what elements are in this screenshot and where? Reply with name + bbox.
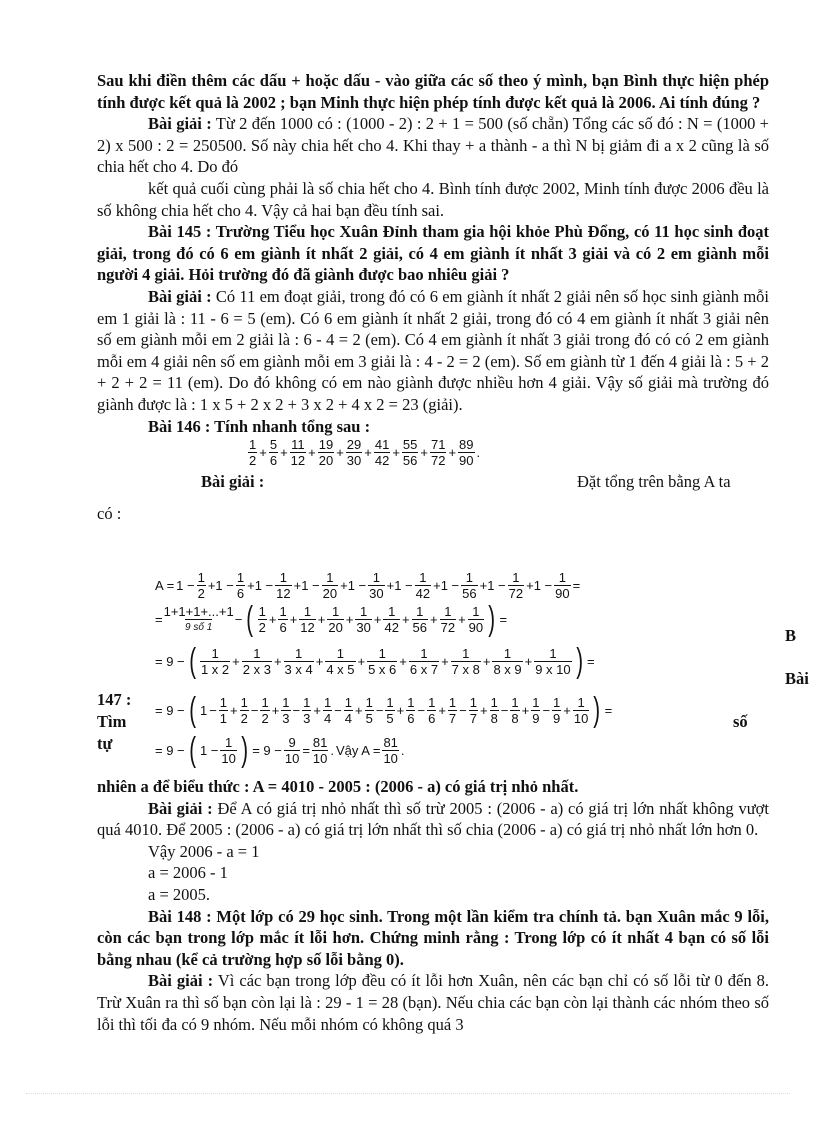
ones-sum-count: 9 số 1 [185,619,212,635]
operator: = 9 − [155,653,185,669]
operator: + [355,702,363,718]
fraction-numerator: 29 [346,437,362,453]
operator: + [438,702,446,718]
fraction-numerator: 89 [459,437,474,453]
fraction-denominator: 12 [300,619,315,635]
fraction [415,570,431,601]
document-page [97,70,769,525]
side-tu: tự [97,734,113,753]
fraction-denominator: 72 [430,453,446,469]
operator: − [234,611,243,627]
operator: = [302,742,310,758]
co-text: có : [97,504,122,524]
sum-tail-text: Đặt tổng trên bằng A ta [577,472,731,492]
fraction [383,604,399,635]
operator: + [271,702,280,718]
fraction-denominator: 7 [469,710,477,726]
fraction [469,695,478,726]
fraction-numerator: 1 [553,694,561,710]
fraction-numerator: 1 [331,603,340,619]
fraction-denominator: 42 [374,453,390,469]
fraction [430,437,446,468]
fraction-denominator: 4 [323,710,332,726]
fraction-denominator: 1 x 2 [200,661,230,677]
problem-146-text: Bài 146 : Tính nhanh tổng sau : [148,416,371,436]
operator: . [400,742,405,758]
fraction-denominator: 10 [573,710,589,726]
fraction [355,604,371,635]
operator: − [500,702,509,718]
fraction [552,695,561,726]
fraction-numerator: 1 [372,570,380,585]
parenthesis: ) [241,731,248,769]
fraction-denominator: 8 [511,710,519,726]
operator: +1 − [526,578,553,593]
fraction-numerator: 1 [386,694,394,710]
fraction [322,570,338,601]
fraction-numerator: 1 [532,694,540,710]
fraction-numerator: 71 [430,437,446,453]
fraction-denominator: 8 [490,710,498,726]
fraction-denominator: 20 [328,619,343,635]
fraction-numerator: 1 [558,570,566,585]
fraction-denominator: 7 x 8 [451,661,480,677]
operator: + [273,653,282,669]
fraction-denominator: 72 [440,619,456,635]
fraction-denominator: 30 [356,619,371,635]
side-bai: Bài [785,669,809,688]
fraction-numerator: 5 [269,437,278,453]
parenthesis: ( [188,691,196,729]
fraction-denominator: 5 [365,710,373,726]
fraction-numerator: 1 [512,570,520,585]
solution-144-part1: Bài giải : Từ 2 đến 1000 có : (1000 - 2) : 2 + 1 = 500 (số chẵn) Tổng các số đó : N = (1000 + 2) x 500 : 2 = 250500. Số này chia hết cho 4. Khi thay + a thành - a thì N bị giảm đi a x 2 cũng là số chia hết cho 4. Do đó [97,114,769,177]
fraction-denominator: 20 [322,586,338,601]
operator: − [542,702,551,718]
fraction [531,695,540,726]
fraction [236,570,245,601]
fraction [554,570,570,601]
fraction-denominator: 3 [303,710,311,726]
fraction [220,735,236,766]
fraction-denominator: 42 [415,586,431,601]
fraction-denominator: 6 [407,710,415,726]
fraction-numerator: 1 [428,694,436,710]
derivation-row-2 [154,602,508,636]
side-tim: Tìm [97,712,127,731]
operator: + [399,653,407,669]
fraction-denominator: 12 [276,586,291,601]
fraction-numerator: 1 [240,694,248,710]
fraction-numerator: 1 [326,570,334,585]
parenthesis: ( [246,600,254,638]
fraction [284,735,300,766]
fraction-numerator: 81 [383,734,398,750]
fraction [344,695,353,726]
fraction [281,695,290,726]
fraction-denominator: 3 x 4 [284,661,313,677]
operator: = 9 − [155,702,185,718]
fraction-numerator: 1 [225,734,233,750]
fraction-numerator: 1 [197,570,205,585]
fraction [458,437,474,468]
fraction-denominator: 6 [236,586,245,601]
sum-expression-row [97,437,769,503]
fraction [406,695,415,726]
operator: + [524,653,533,669]
fraction [385,695,394,726]
solution-144-part2: kết quả cuối cùng phải là số chia hết cho 4. Bình tính được 2002, Minh tính được 2006 đều là số không chia hết cho 4. Vậy cả hai bạn đều tính sai. [97,178,769,220]
operator: + [373,611,382,627]
derivation-row-5 [154,733,406,767]
fraction-numerator: 1 [416,603,424,619]
fraction-denominator: 5 [386,710,394,726]
operator: − [209,702,217,718]
operator: + [430,611,438,627]
fraction-numerator: 1 [261,694,269,710]
operator: + [345,611,354,627]
problem-147-text: nhiên a để biểu thức : A = 4010 - 2005 : (2006 - a) có giá trị nhỏ nhất. [97,777,579,796]
operator: +1 − [340,578,367,593]
fraction-numerator: 1 [577,694,585,710]
fraction [427,695,436,726]
fraction-denominator: 9 [532,710,540,726]
fraction [510,695,519,726]
parenthesis: ( [188,642,196,680]
operator: + [268,611,277,627]
side-so: số [733,712,748,731]
fraction-numerator: 1 [253,645,261,661]
operator: + [458,611,466,627]
fraction-denominator: 5 x 6 [368,661,397,677]
operator: + [357,653,366,669]
operator: +1 − [247,578,274,593]
operator: + [563,702,571,718]
fraction-denominator: 90 [459,453,474,469]
operator: + [482,653,491,669]
fraction-numerator: 1 [549,645,557,661]
operator: + [315,653,324,669]
operator: +1 − [207,578,234,593]
fraction-numerator: 1 [503,645,512,661]
fraction-denominator: 56 [462,586,477,601]
operator: + [392,444,400,460]
operator: = 9 − [252,742,282,758]
side-147: 147 : [97,690,132,709]
fraction-denominator: 56 [402,453,418,469]
solution-147: Bài giải : Để A có giá trị nhỏ nhất thì số trừ 2005 : (2006 - a) có giá trị lớn nhất không vượt quá 4010. Để 2005 : (2006 - a) có giá trị lớn nhất thì số chia (2006 - a) có giá trị nhỏ nhất lớn hơn 0. [97,798,769,840]
fraction-numerator: 1 [258,603,266,619]
fraction-numerator: 1 [219,694,228,710]
parenthesis: ) [488,600,496,638]
fraction [573,695,589,726]
fraction [242,646,272,677]
fraction [275,570,291,601]
fraction-numerator: 1 [462,645,470,661]
operator: . [330,742,334,758]
operator: = [572,578,581,593]
fraction [412,604,428,635]
fraction-numerator: 1 [295,645,303,661]
operator: 1 − [176,578,195,593]
document-page-lower [97,776,769,1035]
fraction [448,695,457,726]
fraction [534,646,571,677]
fraction-denominator: 10 [312,750,328,766]
fraction-numerator: 11 [291,437,305,453]
operator: + [308,444,316,460]
operator: +1 − [386,578,413,593]
fraction-numerator: 19 [318,437,334,453]
operator: = [499,611,508,627]
fraction [278,604,287,635]
fraction-numerator: 1 [303,603,312,619]
derivation-row-3 [154,644,596,678]
fraction [367,646,397,677]
fraction [323,695,332,726]
operator: − [417,702,426,718]
fraction-denominator: 9 x 10 [535,661,571,677]
page-bottom-rule [26,1093,790,1094]
fraction [284,646,314,677]
operator: = 9 − [155,742,185,758]
fraction [312,735,328,766]
fraction-denominator: 8 x 9 [493,661,522,677]
fraction [299,604,315,635]
fraction-denominator: 42 [384,619,399,635]
fraction [402,437,418,468]
fraction-denominator: 72 [508,586,524,601]
fraction-numerator: 1 [444,603,452,619]
operator: Vậy A = [336,742,381,758]
sum-expression [247,437,481,468]
fraction [327,604,343,635]
fraction [508,570,524,601]
problem-148-text: Bài 148 : Một lớp có 29 học sinh. Trong một lần kiểm tra chính tả. bạn Xuân mắc 9 lỗi, còn các bạn trong lớp mắc ít lỗi hơn. Chứng minh rằng : Trong lớp có ít nhất 4 bạn có số lỗi bằng nhau (kể cả trường hợp số lỗi bằng 0). [97,906,769,969]
fraction-denominator: 10 [221,750,236,766]
fraction-numerator: 1 [388,603,396,619]
fraction-denominator: 90 [468,619,484,635]
operator: + [289,611,298,627]
fraction [368,570,384,601]
fraction-denominator: 6 [269,453,278,469]
operator: = [155,611,163,627]
ones-sum [164,604,234,635]
fraction-denominator: 56 [412,619,428,635]
fraction [490,695,499,726]
fraction [197,570,206,601]
fraction-denominator: 4 [344,710,352,726]
fraction-numerator: 1 [469,694,477,710]
fraction-numerator: 1 [249,437,257,453]
fraction-denominator: 3 [282,710,290,726]
fraction [374,437,390,468]
fraction [468,604,484,635]
fraction-numerator: 1 [419,570,427,585]
solution-145: Bài giải : Có 11 em đoạt giải, trong đó có 6 em giành ít nhất 2 giải nên số học sinh giành mỗi em 1 giải là : 11 - 6 = 5 (em). Có 6 em giành ít nhất 2 giải, trong đó có 4 em giành ít nhất 3 giải nên số em giành mỗi em 2 giải là : 6 - 4 = 2 (em). Có 4 em giành ít nhất 3 giải trong đó có có 2 em giành mỗi em 4 giải nên số em giành mỗi em 3 giải là : 4 - 2 = 2 (em). Số em giành từ 1 đến 4 giải là : 5 + 2 + 2 + 2 = 11 (em). Do đó không có em nào giành được nhiều hơn 4 giải. Vậy số giải mà trường đó giành được là : 1 x 5 + 2 x 2 + 3 x 2 + 4 x 2 = 23 (giải). [97,286,769,414]
fraction [365,695,374,726]
fraction-numerator: 1 [511,694,519,710]
fraction [200,646,230,677]
fraction-denominator: 30 [346,453,362,469]
step-line-3: a = 2005. [148,884,211,904]
fraction-numerator: 1 [344,694,352,710]
fraction-numerator: 1 [323,694,332,710]
fraction-denominator: 20 [318,453,334,469]
side-letter-b: B [785,626,797,645]
fraction-denominator: 30 [369,586,384,601]
operator: − [375,702,384,718]
fraction [440,604,456,635]
fraction-denominator: 4 x 5 [326,661,355,677]
operator: + [479,702,488,718]
problem-144-text: Sau khi điền thêm các dấu + hoặc dấu - vào giữa các số theo ý mình, bạn Bình thực hiện phép tính được kết quả là 2002 ; bạn Minh thực hiện phép tính được kết quả là 2006. Ai tính đúng ? [97,71,769,112]
fraction-denominator: 90 [555,586,570,601]
operator: + [259,444,267,460]
operator: . [476,444,481,460]
fraction [248,437,257,468]
fraction [269,437,278,468]
fraction-denominator: 12 [290,453,306,469]
operator: 1 − [199,742,219,758]
fraction [258,604,267,635]
fraction-numerator: 1 [448,694,457,710]
fraction-denominator: 10 [383,750,398,766]
operator: +1 − [293,578,320,593]
operator: = [586,653,595,669]
fraction-denominator: 6 [428,710,436,726]
operator: = [604,702,613,718]
fraction-numerator: 41 [374,437,390,453]
derivation-row-4 [154,693,613,727]
operator: A = [155,578,175,593]
fraction-denominator: 9 [553,710,561,726]
fraction [302,695,311,726]
operator: + [317,611,326,627]
fraction-denominator: 2 [258,619,266,635]
problem-145-text: Bài 145 : Trường Tiểu học Xuân Đỉnh tham gia hội khỏe Phù Đổng, có 11 học sinh đoạt giải, trong đó có 6 em giành ít nhất 2 giải, có 4 em giành ít nhất 3 giải và có 2 em giành mỗi người 4 giải. Hỏi trường đó đã giành được bao nhiêu giải ? [97,222,769,285]
fraction [451,646,481,677]
fraction-denominator: 2 [261,710,269,726]
fraction-denominator: 2 [240,710,248,726]
operator: − [334,702,342,718]
fraction [240,695,249,726]
fraction-numerator: 1 [365,694,373,710]
fraction [219,695,228,726]
step-line-1: Vậy 2006 - a = 1 [148,841,260,861]
fraction [318,437,334,468]
operator: + [441,653,449,669]
step-line-2: a = 2006 - 1 [148,863,228,883]
ones-sum-top: 1+1+1+...+1 [163,603,234,619]
operator: 1 [199,702,208,718]
operator: − [250,702,259,718]
operator: +1 − [433,578,460,593]
fraction-numerator: 1 [236,570,245,585]
solution-label: Bài giải : [148,114,212,134]
fraction-numerator: 1 [490,694,498,710]
fraction-numerator: 1 [211,645,219,661]
fraction-numerator: 1 [279,603,287,619]
fraction [290,437,306,468]
fraction [461,570,477,601]
operator: + [420,444,428,460]
fraction-denominator: 10 [284,750,300,766]
fraction-denominator: 6 [279,619,287,635]
operator: +1 − [479,578,506,593]
fraction-numerator: 81 [312,734,328,750]
parenthesis: ) [575,642,583,680]
fraction-numerator: 1 [336,645,345,661]
parenthesis: ) [593,691,601,729]
operator: + [336,444,344,460]
fraction-numerator: 1 [420,645,428,661]
operator: − [292,702,301,718]
fraction-numerator: 1 [282,694,290,710]
fraction-numerator: 9 [288,734,296,750]
fraction-numerator: 1 [407,694,415,710]
fraction-denominator: 2 x 3 [242,661,271,677]
fraction-denominator: 2 [197,586,205,601]
operator: + [364,444,372,460]
fraction-denominator: 7 [448,710,457,726]
operator: + [521,702,530,718]
operator: + [448,444,457,460]
solution-148: Bài giải : Vì các bạn trong lớp đều có ít lỗi hơn Xuân, nên các bạn chỉ có số lỗi từ 0 đến 8. Trừ Xuân ra thì số bạn còn lại là : 29 - 1 = 28 (bạn). Nếu chia các bạn còn lại thành các nhóm theo số lỗi thì tối đa có 9 nhóm. Nếu mỗi nhóm có không quá 3 [97,971,769,1034]
fraction-numerator: 1 [279,570,287,585]
derivation-row-1 [154,570,581,601]
fraction-denominator: 6 x 7 [409,661,439,677]
operator: + [280,444,288,460]
fraction [260,695,269,726]
fraction-denominator: 1 [219,710,228,726]
solution-label: Bài giải : [201,472,265,492]
operator: + [396,702,405,718]
operator: + [401,611,410,627]
fraction [325,646,355,677]
fraction-numerator: 1 [303,694,311,710]
fraction [346,437,362,468]
operator: + [230,702,238,718]
fraction [409,646,439,677]
operator: + [313,702,321,718]
fraction-numerator: 1 [472,603,480,619]
operator: + [232,653,240,669]
fraction [492,646,522,677]
fraction [382,735,398,766]
fraction-numerator: 1 [360,603,368,619]
fraction-denominator: 2 [249,453,257,469]
operator: − [459,702,467,718]
fraction-numerator: 1 [378,645,386,661]
fraction-numerator: 1 [465,570,473,585]
fraction-numerator: 55 [402,437,418,453]
parenthesis: ( [188,731,196,769]
